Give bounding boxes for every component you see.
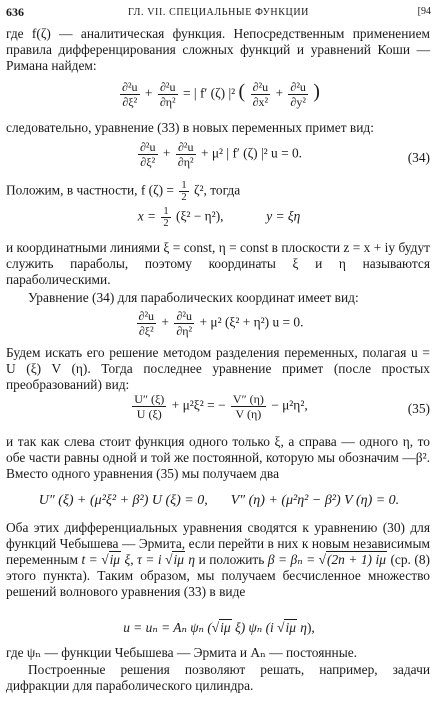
paragraph-intro: где f(ζ) — аналитическая функция. Непосредственным применением правила дифференцирования сложных функций и уравнений Коши — Римана найдем: [6,26,430,73]
fraction-d2u-deta2: $\frac{\text{∂²u}}{\text{∂η²}}$ [159,80,176,109]
paragraph-separation: Будем искать его решение методом разделения переменных, полагая u = U (ξ) V (η). Тогда последнее уравнение примет (после простых преобразований) вид: [6,345,430,392]
fraction-d2u-dy2: $\frac{\text{∂²u}}{\text{∂y²}}$ [290,80,306,109]
equation-parabolic-wave: $\frac{\text{∂²u}}{\text{∂ξ²}}$ + $\frac{\text{∂²u}}{\text{∂η²}}$ + μ² (ξ² + η²) u = 0. [138,309,304,338]
page-number: 636 [6,5,24,19]
paragraph-constant-beta: и так как слева стоит функция одного только ξ, а справа — одного η, то обе части равны одной и той же постоянной, которую мы обозначим —β². Вместо одного уравнения (35) мы получаем два [6,434,430,481]
fraction-d2u-dxi2-c: $\frac{\text{∂²u}}{\text{∂ξ²}}$ [138,309,155,338]
paragraph-chebyshev-hermite: Оба этих дифференциальных уравнения сводятся к уравнению (30) для функций Чебышева — Эрмита, если перейти в них к новым независимым переменным t = √iμ ξ, τ = i √iμ η и положить β = βₙ = √(2n + 1) iμ (ср. (8) этого пункта). Таким образом, мы получаем бесчисленное множество решений волнового уравнения (33) в виде [6,520,430,599]
fraction-d2u-deta2-b: $\frac{\text{∂²u}}{\text{∂η²}}$ [177,140,194,169]
equation-parabolic-coordinates: x = $\frac{1}{2}$ (ξ² − η²), y = ξη [137,206,301,229]
paragraph-diffraction: Построенные решения позволяют решать, например, задачи дифракции для параболического цилиндра. [6,662,430,693]
fraction-d2u-dx2: $\frac{\text{∂²u}}{\text{∂x²}}$ [252,80,269,109]
equation-two-odes: U″ (ξ) + (μ²ξ² + β²) U (ξ) = 0, V″ (η) + (μ²η² − β²) V (η) = 0. [38,493,400,508]
page-header [6,4,431,20]
fraction-U2-U: $\frac{U'' (\xi)}{U (\xi)}$ [134,392,165,421]
paragraph-constants: где ψₙ — функции Чебышева — Эрмита и Aₙ — постоянные. [6,645,358,660]
fraction-d2u-deta2-c: $\frac{\text{∂²u}}{\text{∂η²}}$ [176,309,193,338]
equation-34: $\frac{\text{∂²u}}{\text{∂ξ²}}$ + $\frac{\text{∂²u}}{\text{∂η²}}$ + μ² | f′ (ζ) |² u = 0. [139,140,303,169]
equation-35: $\frac{U'' (\xi)}{U (\xi)}$ + μ²ξ² = − $\frac{V'' (\eta)}{V (\eta)}$ − μ²η², [134,392,308,421]
equation-number-34: (34) [407,150,430,165]
running-title: ГЛ. VII. СПЕЦИАЛЬНЫЕ ФУНКЦИИ [127,7,309,18]
fraction-one-half-b: $\frac{1}{2}$ [163,206,169,229]
section-number: [94 [417,6,431,17]
paragraph-new-variables: следовательно, уравнение (33) в новых переменных примет вид: [6,120,374,135]
fraction-V2-V: $\frac{V'' (\eta)}{V (\eta)}$ [232,392,264,421]
equation-laplacian-transform: $\frac{\text{∂²u}}{\text{∂ξ²}}$ + $\frac{\text{∂²u}}{\text{∂η²}}$ = | f′ (ζ) |² ( $\frac{\text{∂²u}}{\text{∂x²}}$ + $\frac{\text{∂²u}}{\text{∂y²}}$ ) [122,80,320,109]
paragraph-parabolic-choice: Положим, в частности, f (ζ) = $\frac{1}{2}$ ζ², тогда [6,180,241,203]
fraction-one-half: $\frac{1}{2}$ [181,180,187,203]
fraction-d2u-dxi2-b: $\frac{\text{∂²u}}{\text{∂ξ²}}$ [139,140,156,169]
fraction-d2u-dxi2: $\frac{\text{∂²u}}{\text{∂ξ²}}$ [122,80,138,109]
equation-number-35: (35) [407,401,430,416]
paragraph-eq34-parabolic: Уравнение (34) для параболических координат имеет вид: [28,290,359,305]
paragraph-coordinate-lines: и координатными линиями ξ = const, η = const в плоскости z = x + iy будут служить параболы, поэтому координаты ξ и η называются параболическими. [6,240,430,287]
equation-solution-form: u = uₙ = Aₙ ψₙ (√iμ ξ) ψₙ (i √iμ η), [123,620,315,635]
